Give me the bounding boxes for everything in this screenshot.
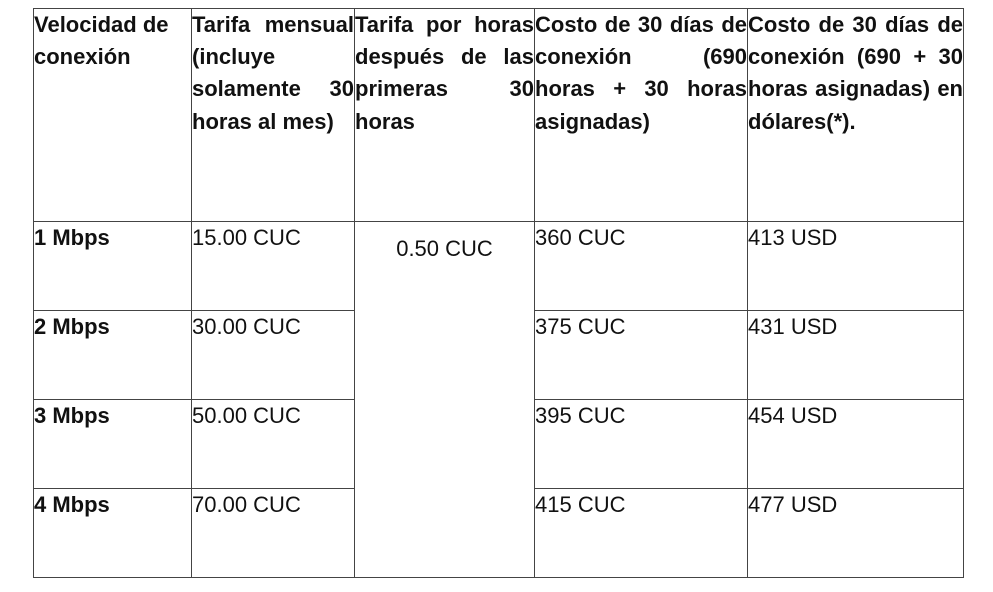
rates-table	[33, 8, 964, 578]
monthly-rate-cell: 70.00 CUC	[192, 489, 355, 578]
cost-usd-cell: 477 USD	[748, 489, 964, 578]
cost-cuc-cell: 395 CUC	[535, 400, 748, 489]
header-cell-cost-usd: Costo de 30 días de conexión (690 + 30 horas asignadas) en dólares(*).	[748, 9, 964, 222]
hourly-rate-cell: 0.50 CUC	[355, 222, 535, 578]
speed-cell: 3 Mbps	[34, 400, 192, 489]
cost-usd-cell: 431 USD	[748, 311, 964, 400]
table-row	[34, 222, 964, 311]
speed-cell: 2 Mbps	[34, 311, 192, 400]
cost-cuc-cell: 375 CUC	[535, 311, 748, 400]
table-header-row	[34, 9, 964, 222]
header-cell-speed: Velocidad de conexión	[34, 9, 192, 222]
cost-usd-cell: 413 USD	[748, 222, 964, 311]
speed-cell: 4 Mbps	[34, 489, 192, 578]
header-cell-hourly-rate: Tarifa por horas después de las primeras 30 horas	[355, 9, 535, 222]
header-cell-cost-cuc: Costo de 30 días de conexión (690 horas + 30 horas asignadas)	[535, 9, 748, 222]
cost-cuc-cell: 415 CUC	[535, 489, 748, 578]
monthly-rate-cell: 15.00 CUC	[192, 222, 355, 311]
speed-cell: 1 Mbps	[34, 222, 192, 311]
cost-usd-cell: 454 USD	[748, 400, 964, 489]
monthly-rate-cell: 30.00 CUC	[192, 311, 355, 400]
monthly-rate-cell: 50.00 CUC	[192, 400, 355, 489]
cost-cuc-cell: 360 CUC	[535, 222, 748, 311]
header-cell-monthly-rate: Tarifa mensual (incluye solamente 30 horas al mes)	[192, 9, 355, 222]
